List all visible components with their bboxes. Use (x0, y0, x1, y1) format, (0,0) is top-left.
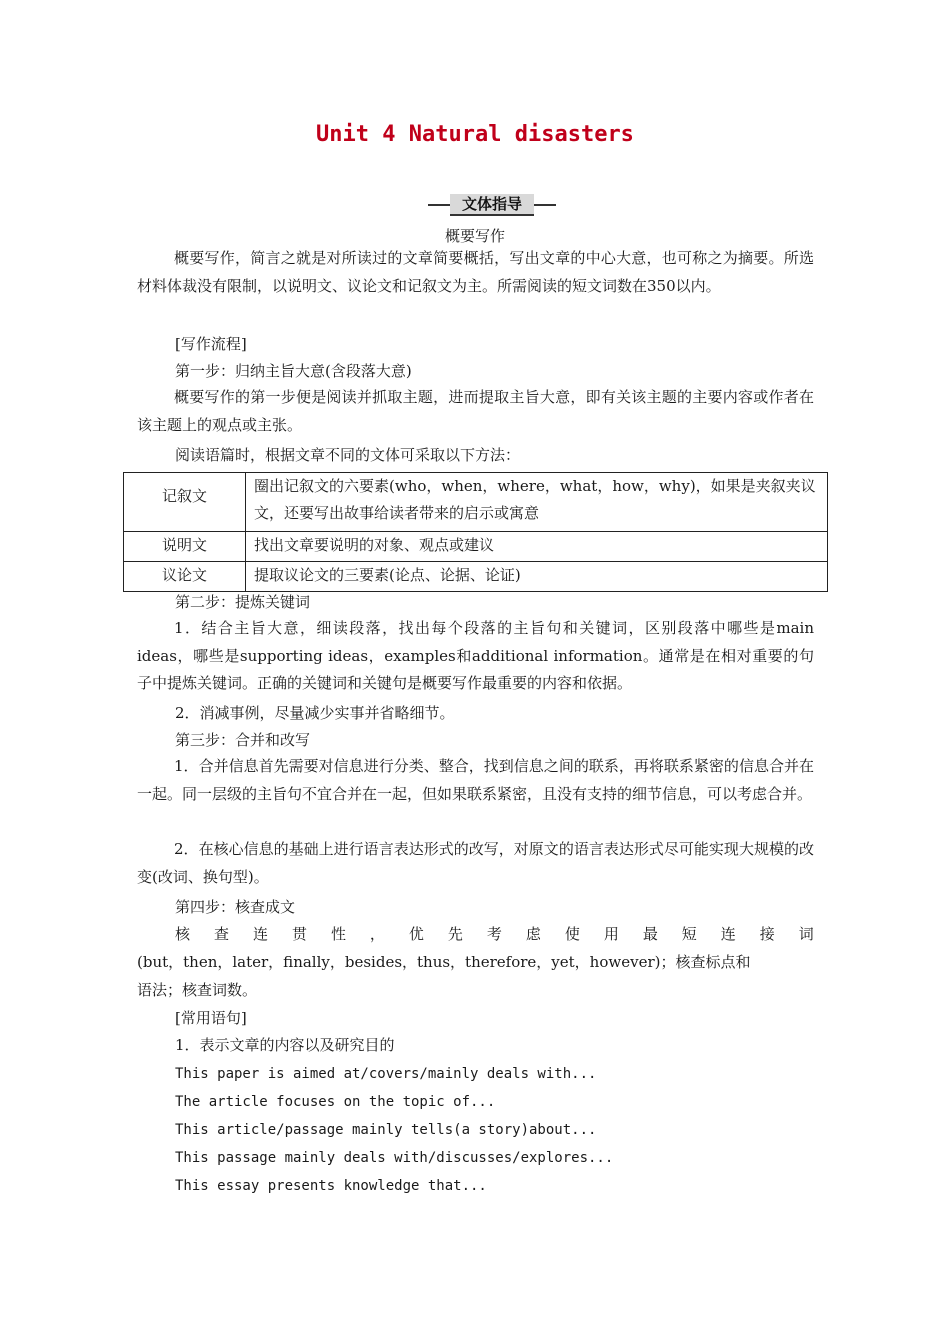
step1-heading: 第一步：归纳主旨大意(含段落大意) (175, 362, 412, 380)
step2-paragraph-2: 2．消减事例，尽量减少实事并省略细节。 (175, 704, 455, 722)
spread-char: 先 (447, 925, 463, 943)
spread-char: ， (369, 925, 385, 943)
phrase-line: The article focuses on the topic of... (175, 1094, 496, 1110)
spread-char: 最 (642, 925, 658, 943)
phrase-line: This article/passage mainly tells(a story)about... (175, 1122, 597, 1138)
step4-spread-line (175, 924, 814, 944)
step4-heading: 第四步：核查成文 (175, 898, 296, 916)
spread-char: 查 (213, 925, 229, 943)
spread-char: 连 (720, 925, 736, 943)
method-cell: 找出文章要说明的对象、观点或建议 (246, 532, 828, 562)
spread-char: 用 (603, 925, 619, 943)
spread-char: 优 (408, 925, 424, 943)
section-subtitle: 概要写作 (444, 227, 505, 245)
spread-char: 短 (681, 925, 697, 943)
step3-heading: 第三步：合并和改写 (175, 731, 311, 749)
phrase-line: This essay presents knowledge that... (175, 1178, 487, 1194)
step4-line-2: (but，then，later，finally，besides，thus，therefore，yet，however)；核查标点和 (137, 953, 751, 971)
step3-paragraph-2: 2．在核心信息的基础上进行语言表达形式的改写，对原文的语言表达形式尽可能实现大规模的改变(改词、换句型)。 (137, 840, 814, 886)
section-banner (428, 194, 556, 216)
spread-char: 贯 (291, 925, 307, 943)
phrase-line: This passage mainly deals with/discusses/explores... (175, 1150, 614, 1166)
common-heading: [常用语句] (175, 1009, 247, 1027)
step1-text: 概要写作的第一步便是阅读并抓取主题，进而提取主旨大意，即有关该主题的主要内容或作者在该主题上的观点或主张。 (137, 388, 814, 434)
genre-cell: 议论文 (124, 562, 246, 592)
method-cell: 提取议论文的三要素(论点、论据、论证) (246, 562, 828, 592)
intro-paragraph: 概要写作，简言之就是对所读过的文章简要概括，写出文章的中心大意，也可称之为摘要。所选材料体裁没有限制，以说明文、议论文和记叙文为主。所需阅读的短文词数在350以内。 (137, 249, 814, 295)
table-row (124, 473, 828, 532)
genre-cell: 记叙文 (124, 473, 246, 532)
step2-paragraph-1: 1．结合主旨大意，细读段落，找出每个段落的主旨句和关键词，区别段落中哪些是main ideas，哪些是supporting ideas，examples和additional information。通常是在相对重要的句子中提炼关键词。正确的关键词和关键句是概要写作最重要的内容和依据。 (137, 619, 814, 692)
page-title: Unit 4 Natural disasters (316, 122, 634, 147)
phrase-line: This paper is aimed at/covers/mainly deals with... (175, 1066, 597, 1082)
spread-char: 考 (486, 925, 502, 943)
table-row (124, 562, 828, 592)
banner-label: 文体指导 (450, 194, 534, 216)
genre-methods-table (123, 472, 828, 592)
step2-heading: 第二步：提炼关键词 (175, 593, 311, 611)
spread-char: 性 (330, 925, 346, 943)
spread-char: 接 (759, 925, 775, 943)
step1-lead: 阅读语篇时，根据文章不同的文体可采取以下方法： (175, 446, 521, 464)
step3-paragraph-1: 1．合并信息首先需要对信息进行分类、整合，找到信息之间的联系，再将联系紧密的信息合并在一起。同一层级的主旨句不宜合并在一起，但如果联系紧密，且没有支持的细节信息，可以考虑合并。 (137, 757, 814, 803)
table-row (124, 532, 828, 562)
step4-line-3: 语法；核查词数。 (137, 981, 258, 999)
flow-heading: [写作流程] (175, 335, 247, 353)
spread-char: 核 (175, 925, 191, 943)
method-cell: 圈出记叙文的六要素(who，when，where，what，how，why)，如果是夹叙夹议文，还要写出故事给读者带来的启示或寓意 (246, 473, 828, 532)
spread-char: 词 (798, 925, 814, 943)
common-subheading: 1．表示文章的内容以及研究目的 (175, 1036, 395, 1054)
spread-char: 虑 (525, 925, 541, 943)
genre-cell: 说明文 (124, 532, 246, 562)
spread-char: 连 (252, 925, 268, 943)
spread-char: 使 (564, 925, 580, 943)
